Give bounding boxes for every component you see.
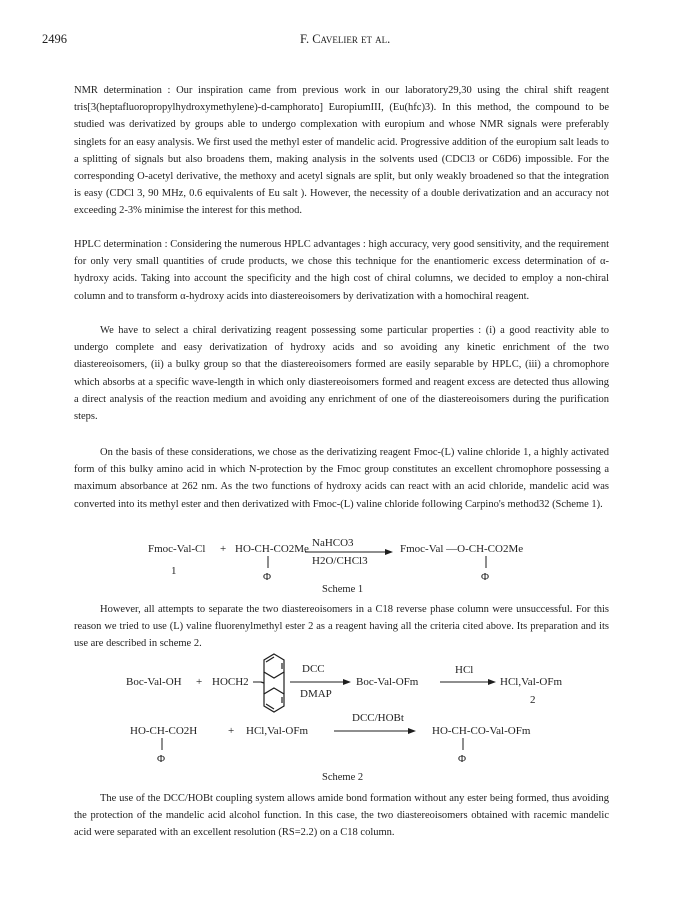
s1-product: Fmoc-Val —O-CH-CO2Me bbox=[400, 543, 524, 555]
s2-intermediate: Boc-Val-OFm bbox=[356, 676, 419, 688]
s2-product1: HCl,Val-OFm bbox=[500, 676, 563, 688]
paragraph-nmr: NMR determination : Our inspiration came from previous work in our laboratory29,30 using the chiral shift reagent tris[3(heptafluoropropylhydroxymethylene)-d-camphorato] EuropiumIII, (Eu(hfc)3). In this method, the compound to be studied was derivatized by groups able to undergo complexation with europium and whose NMR signals were preferably singlets for an easy analysis. We first used the methyl ester of mandelic acid. Progressive addition of the europium salt leads to a splitting of signals but also broadens them, making analysis in the solvents used (CDCl3 or C6D6) impossible. For the corresponding O-acetyl derivative, the methoxy and acetyl signals are split, but only weakly broadened so that the integration is easy (CDCl 3, 90 MHz, 0.6 equivalents of Eu salt ). However, the necessity of a double derivatization and an accuracy not exceeding 2-3% minimise the interest for this method. bbox=[74, 85, 609, 217]
page-number: 2496 bbox=[42, 32, 67, 46]
s1-reactant2: HO-CH-CO2Me bbox=[235, 543, 309, 555]
s2-reagent1-bottom: DMAP bbox=[300, 688, 332, 700]
fluorene-structure bbox=[261, 654, 284, 712]
s2-phi-2: Φ bbox=[458, 753, 467, 765]
scheme-1-caption: Scheme 1 bbox=[322, 584, 364, 595]
s2-reactant2: HOCH2 bbox=[212, 676, 249, 688]
s1-phi-2: Φ bbox=[481, 571, 490, 583]
paragraph-basis: On the basis of these considerations, we chose as the derivatizing reagent Fmoc-(L) valine chloride 1, a highly activated form of this bulky amino acid in which N-protection by the Fmoc group constitutes an excellent chromophore possessing a maximum absorbance at 262 nm. As the two functions of hydroxy acids can react with an acid chloride, mandelic acid was converted into its methyl ester and then derivatized with Fmoc-(L) valine chloride following Carpino's method32 (Scheme 1). bbox=[74, 447, 609, 510]
s1-reactant1-num: 1 bbox=[171, 565, 177, 577]
paragraph-however: However, all attempts to separate the two diastereoisomers in a C18 reverse phase column were unsuccessful. For this reason we tried to use (L) valine fluorenylmethyl ester 2 as a reagent having all the criteria cited above. Its preparation and its use are described in scheme 2. bbox=[74, 604, 609, 650]
s2-plus: + bbox=[196, 676, 203, 688]
s2-row2-reactant2: HCl,Val-OFm bbox=[246, 725, 309, 737]
s1-reactant1: Fmoc-Val-Cl bbox=[148, 543, 206, 555]
s2-reagent1-top: DCC bbox=[302, 663, 325, 675]
s1-reagent-bottom: H2O/CHCl3 bbox=[312, 555, 368, 567]
s1-reagent-top: NaHCO3 bbox=[312, 537, 354, 549]
paragraph-select: We have to select a chiral derivatizing reagent possessing some particular properties : (i) a good reactivity able to undergo complete and easy derivatization of hydroxy acids and so avoiding any kinetic enrichment of the two diastereoisomers, (ii) a bulky group so that the diastereoisomers formed are easily separable by HPLC, (iii) a chromophore which absorbs at a specific wave-length in which only diastereoisomers formed and reagent excess are detected thus allowing a direct analysis of the reaction medium and avoiding any enrichment of one of the diastereoisomers during the purification steps. bbox=[74, 325, 609, 423]
s1-plus: + bbox=[220, 543, 227, 555]
s2-row2-reactant1: HO-CH-CO2H bbox=[130, 725, 198, 737]
s2-product1-num: 2 bbox=[530, 694, 536, 706]
running-head: F. Cavelier et al. bbox=[300, 32, 391, 46]
paragraph-dcc: The use of the DCC/HOBt coupling system allows amide bond formation without any ester being formed, thus avoiding the protection of the mandelic acid alcohol function. In this case, the two diastereoisomers obtained with racemic mandelic acid were separated with an excellent resolution (RS=2.2) on a C18 column. bbox=[74, 793, 609, 839]
s2-row2-product: HO-CH-CO-Val-OFm bbox=[432, 725, 531, 737]
s1-phi-1: Φ bbox=[263, 571, 272, 583]
s2-reagent2-top: HCl bbox=[455, 664, 474, 676]
s2-row2-plus: + bbox=[228, 725, 235, 737]
s2-reactant1: Boc-Val-OH bbox=[126, 676, 182, 688]
s2-row2-reagent: DCC/HOBt bbox=[352, 712, 404, 724]
paragraph-hplc: HPLC determination : Considering the numerous HPLC advantages : high accuracy, very good sensitivity, and the requirement for only very small quantities of crude products, we chose this technique for the enantiomeric excess determination of α-hydroxy acids. Taking into account the specificity and the high cost of chiral columns, we decided to employ a non-chiral column and to transform α-hydroxy acids into diastereoisomers by derivatization with a homochiral reagent. bbox=[74, 239, 609, 302]
scheme-2-caption: Scheme 2 bbox=[322, 772, 364, 783]
s2-phi-1: Φ bbox=[157, 753, 166, 765]
